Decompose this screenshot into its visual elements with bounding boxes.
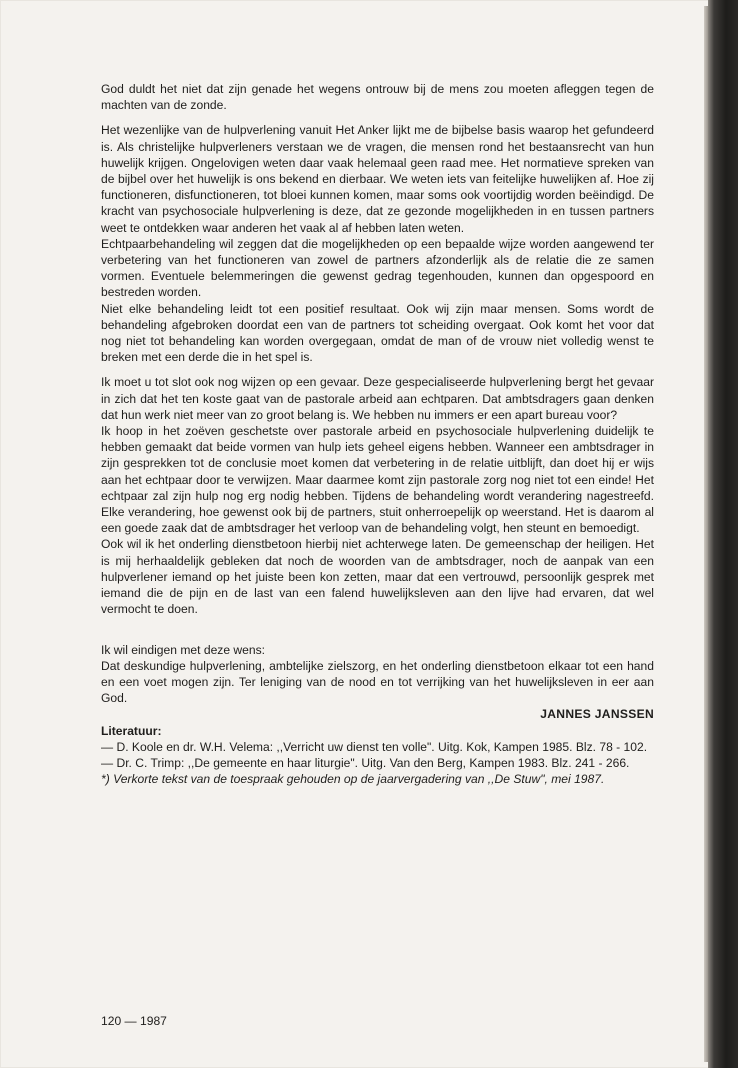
- scan-edge-band: [708, 0, 738, 1068]
- paragraph-2: Het wezenlijke van de hulpverlening vanuit Het Anker lijkt me de bijbelse basis waarop het gefundeerd is. Als christelijke hulpverleners verstaan we de vragen, die mensen rond het bestaansrecht van hun huwelijk krijgen. Ongelovigen weten daar vaak helemaal geen raad mee. Het normatieve spreken van de bijbel over het huwelijk is ons bekend en dierbaar. We weten iets van feitelijke huwelijken af. Hoe zij functioneren, disfunctioneren, tot bloei kunnen komen, maar soms ook voortijdig worden beëindigd. De kracht van psychosociale hulpverlening is deze, dat ze gezonde mogelijkheden in en tussen partners weet te ontdekken waar anderen het vaak al af hebben laten weten.: [101, 123, 654, 235]
- page-number: 120 — 1987: [101, 1014, 167, 1028]
- paragraph-6: Ik hoop in het zoëven geschetste over pastorale arbeid en psychosociale hulpverlening duidelijk te hebben gemaakt dat beide vormen van hulp iets geheel eigens hebben. Wanneer een ambtsdrager in zijn gesprekken tot de conclusie moet komen dat verbetering in de relatie uitblijft, dan doet hij er wijs aan het echtpaar door te verwijzen. Maar daarmee komt zijn pastorale zorg nog niet tot een einde! Het echtpaar zal zijn hulp nog erg nodig hebben. Tijdens de behandeling wordt verandering nagestreefd. Elke verandering, hoe gewenst ook bij de partners, stuit onherroepelijk op weerstand. Het is daarom al een goede zaak dat de ambtsdrager het verloop van de behandeling volgt, hen steunt en bemoedigt.: [101, 424, 654, 536]
- article-body: [101, 81, 654, 787]
- paragraph-7: Ook wil ik het onderling dienstbetoon hierbij niet achterwege laten. De gemeenschap der heiligen. Het is mij herhaaldelijk gebleken dat noch de woorden van de ambtsdrager, noch de aanpak van een hulpverlener iemand op het juiste been kon zetten, maar dat een vertrouwd, persoonlijk gesprek met iemand die de pijn en de last van een falend huwelijksleven aan den lijve had ervaren, dat wel vermocht te doen.: [101, 537, 654, 617]
- paragraph-9: Dat deskundige hulpverlening, ambtelijke zielszorg, en het onderling dienstbetoon elkaar tot een hand en een voet mogen zijn. Ter leniging van de nood en tot verrijking van het huwelijksleven in eer aan God.: [101, 658, 654, 706]
- paragraph-8: Ik wil eindigen met deze wens:: [101, 642, 266, 657]
- paragraph-4: Niet elke behandeling leidt tot een positief resultaat. Ook wij zijn maar mensen. Soms wordt de behandeling afgebroken doordat een van de partners tot scheiding overgaat. Ook komt het voor dat nog niet tot behandeling kan worden overgegaan, omdat de man of de vrouw niet volledig wenst te breken met een derde die in het spel is.: [101, 301, 654, 365]
- literature-item: — D. Koole en dr. W.H. Velema: ,,Verricht uw dienst ten volle". Uitg. Kok, Kampen 1985. Blz. 78 - 102.: [101, 739, 648, 754]
- author-name: JANNES JANSSEN: [540, 707, 654, 722]
- paragraph-5: Ik moet u tot slot ook nog wijzen op een gevaar. Deze gespecialiseerde hulpverlening bergt het gevaar in zich dat het ten koste gaat van de pastorale arbeid aan echtparen. Dat ambtsdragers gaan denken dat hun werk niet meer van zo groot belang is. We hebben nu immers er een apart bureau voor?: [101, 375, 654, 422]
- literature-item: — Dr. C. Trimp: ,,De gemeente en haar liturgie". Uitg. Van den Berg, Kampen 1983. Blz. 241 - 266.: [101, 755, 630, 770]
- literature-heading: Literatuur:: [101, 723, 162, 738]
- paragraph-1: God duldt het niet dat zijn genade het wegens ontrouw bij de mens zou moeten afleggen tegen de machten van de zonde.: [101, 82, 654, 113]
- footnote: *) Verkorte tekst van de toespraak gehouden op de jaarvergadering van ,,De Stuw", mei 1987.: [101, 772, 605, 787]
- paragraph-3: Echtpaarbehandeling wil zeggen dat die mogelijkheden op een bepaalde wijze worden aangewend ter verbetering van het functioneren van zowel de partners afzonderlijk als de relatie die ze samen vormen. Eventuele belemmeringen die gewenst gedrag tegenhouden, kunnen dan opgespoord en bestreden worden.: [101, 236, 654, 300]
